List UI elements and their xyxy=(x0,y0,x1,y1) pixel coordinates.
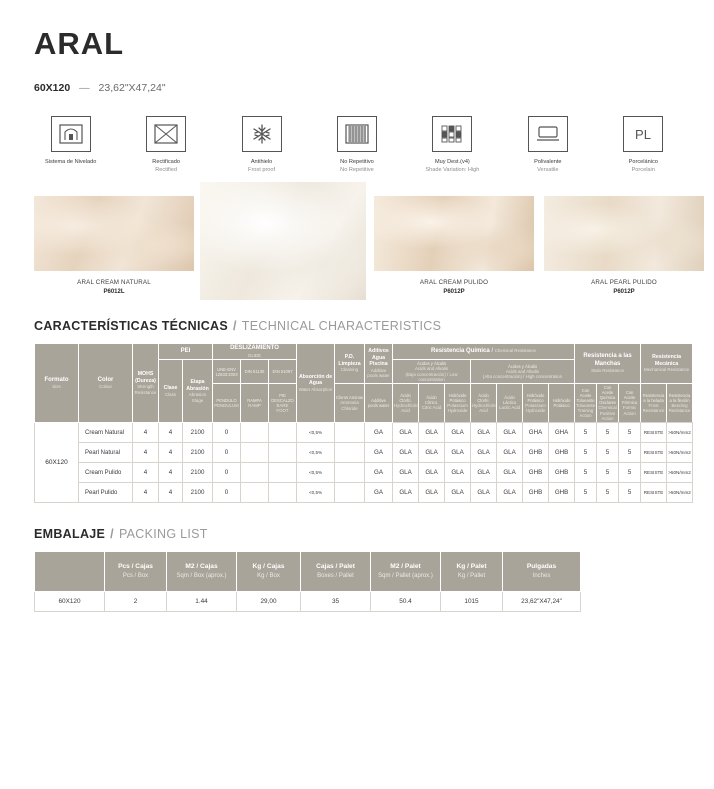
th-glide: DESLIZAMIENTO GLIDE xyxy=(213,344,297,360)
feature-frost-proof xyxy=(225,116,298,174)
cell-glide-3 xyxy=(269,483,297,503)
cell-pei-stage: 2100 xyxy=(183,423,213,443)
feature-label-es: No Repetitivo xyxy=(340,159,374,165)
cell-mech-frost: RESISTE xyxy=(641,443,667,463)
technical-section-heading: CARACTERÍSTICAS TÉCNICAS / TECHNICAL CHARACTERISTICS xyxy=(34,319,442,334)
th-glide-ramp: RAMPA RAMP xyxy=(241,384,269,423)
cell-stain-2: 5 xyxy=(597,463,619,483)
cell-mohs: 4 xyxy=(133,463,159,483)
cell-acid-high-4: GHB xyxy=(549,463,575,483)
cell-colour: Cream Pulido xyxy=(79,463,133,483)
feature-rectified xyxy=(129,116,202,174)
th-glide-norm-3: DIN 51097 xyxy=(269,360,297,384)
pack-th-sqm-box: M2 / Cajas Sqm / Box (aprox.) xyxy=(167,552,237,592)
no-repetitive-icon xyxy=(337,116,377,152)
product-code: P6012L xyxy=(103,289,125,296)
cell-mech-bending: >50N/mm2 xyxy=(667,443,693,463)
cell-stain-2: 5 xyxy=(597,443,619,463)
pack-th-blank xyxy=(35,552,105,592)
cell-format: 60X120 xyxy=(35,423,79,503)
cell-mohs: 4 xyxy=(133,423,159,443)
th-stain-3: Con Aceite Fórmica Formic Action xyxy=(619,384,641,423)
pack-th-kg-box: Kg / Cajas Kg / Box xyxy=(237,552,301,592)
feature-slab-image xyxy=(200,182,366,300)
th-acid-low-1: Ácido Clorhí. Hydrochloric Acid xyxy=(393,384,419,423)
product-card[interactable] xyxy=(544,196,704,295)
product-name: ARAL PEARL PULIDO xyxy=(591,279,657,287)
feature-versatile xyxy=(511,116,584,174)
cell-glide-1: 0 xyxy=(213,443,241,463)
porcelain-icon xyxy=(623,116,663,152)
pack-cell-sqm-pallet: 50.4 xyxy=(371,592,441,612)
cell-acid-high-2: GLA xyxy=(497,483,523,503)
th-stain-1: Con Aceite Tolueante Tolueante Training Action xyxy=(575,384,597,423)
pack-cell-inches: 23,62"X47,24" xyxy=(503,592,581,612)
th-glide-norm-2: DIN 51130 xyxy=(241,360,269,384)
pack-cell-boxes-pallet: 35 xyxy=(301,592,371,612)
cell-glide-2 xyxy=(241,443,269,463)
cell-glide-2 xyxy=(241,483,269,503)
leveling-system-icon xyxy=(51,116,91,152)
cell-acid-low-2: GLA xyxy=(419,483,445,503)
cell-acid-high-4: GHB xyxy=(549,443,575,463)
versatile-icon xyxy=(528,116,568,152)
cell-acid-high-4: GHA xyxy=(549,423,575,443)
cell-acid-low-2: GLA xyxy=(419,463,445,483)
cell-acid-high-2: GLA xyxy=(497,423,523,443)
feature-label-es: Antihielo xyxy=(250,159,273,165)
cell-mech-frost: RESISTE xyxy=(641,483,667,503)
product-card[interactable] xyxy=(34,196,194,295)
cell-acid-high-3: GHB xyxy=(523,443,549,463)
th-mech-bending: Resistencia a la flexión Bending Resistance xyxy=(667,384,693,423)
th-format: Formato Size xyxy=(35,344,79,423)
th-mechanical-resistance: Resistencia Mecánica Mechanical Resistance xyxy=(641,344,693,384)
pack-cell-kg-pallet: 1015 xyxy=(441,592,503,612)
size-inches: 23,62"X47,24" xyxy=(98,82,166,94)
pack-cell-format: 60X120 xyxy=(35,592,105,612)
product-datasheet-page xyxy=(0,26,714,789)
cell-pei-class: 4 xyxy=(159,443,183,463)
technical-table xyxy=(34,343,693,503)
table-row xyxy=(35,463,693,483)
cell-acid-low-2: GLA xyxy=(419,443,445,463)
technical-heading-en: TECHNICAL CHARACTERISTICS xyxy=(241,319,442,334)
pack-cell-pcs-box: 2 xyxy=(105,592,167,612)
cell-acid-high-3: GHB xyxy=(523,483,549,503)
cell-glide-2 xyxy=(241,423,269,443)
feature-label-es: Porcelánico xyxy=(628,159,658,165)
packing-table xyxy=(34,551,581,612)
product-code: P6012P xyxy=(443,289,465,296)
cell-water: <0,5% xyxy=(297,483,335,503)
cell-stain-3: 5 xyxy=(619,423,641,443)
cell-mohs: 4 xyxy=(133,483,159,503)
cell-stain-2: 5 xyxy=(597,423,619,443)
th-acid-low-2: Ácido Cítrico. Citric Acid xyxy=(419,384,445,423)
cell-acid-high-1: GLA xyxy=(471,443,497,463)
packing-heading-es: EMBALAJE xyxy=(34,527,106,542)
th-acid-high-3: Hidróxido Potásico Potassium Hydroxide xyxy=(523,384,549,423)
th-pool-cleaning-sub: Cloros Aminas Ammonia Chloride xyxy=(335,384,365,423)
cell-glide-1: 0 xyxy=(213,483,241,503)
pack-cell-kg-box: 29,00 xyxy=(237,592,301,612)
feature-no-repetitive xyxy=(320,116,393,174)
svg-text:PL: PL xyxy=(635,127,652,142)
th-acid-high-2: Ácido Láctico Lactic Acid xyxy=(497,384,523,423)
cell-acid-high-3: GHB xyxy=(523,463,549,483)
th-mech-frost: Resistencia a la helada Frost Resistance xyxy=(641,384,667,423)
pack-th-kg-pallet: Kg / Palet Kg / Pallet xyxy=(441,552,503,592)
feature-icon-row xyxy=(34,116,680,174)
size-line xyxy=(34,82,680,94)
cell-water: <0,5% xyxy=(297,463,335,483)
rectified-icon xyxy=(146,116,186,152)
product-name: ARAL CREAM NATURAL xyxy=(77,279,151,287)
cell-glide-3 xyxy=(269,443,297,463)
cell-water: <0,5% xyxy=(297,423,335,443)
cell-acid-high-1: GLA xyxy=(471,423,497,443)
pack-th-sqm-pallet: M2 / Palet Sqm / Pallet (aprox.) xyxy=(371,552,441,592)
feature-label-en: Porcelain xyxy=(631,167,655,174)
product-swatch[interactable] xyxy=(374,196,534,271)
cell-pool xyxy=(335,443,365,463)
product-card[interactable] xyxy=(374,196,534,295)
cell-pei-class: 4 xyxy=(159,483,183,503)
th-pool-additive-sub: Additive pools water xyxy=(365,384,393,423)
table-row xyxy=(35,483,693,503)
cell-acid-low-3: GLA xyxy=(445,483,471,503)
cell-stain-3: 5 xyxy=(619,443,641,463)
pack-th-inches: Pulgadas Inches xyxy=(503,552,581,592)
th-chemical-resistance: Resistencia Química / Chemical Resistance xyxy=(393,344,575,360)
th-stain-2: Con Aceite Química Oxidante Chemical Positive Action xyxy=(598,385,617,421)
cell-acid-low-1: GLA xyxy=(393,463,419,483)
cell-pool xyxy=(335,463,365,483)
size-format: 60X120 xyxy=(34,82,71,94)
th-acids-high: Ácidos y Álcalis Acids and Alkalis (Alta concentración) / High concentration xyxy=(471,360,575,384)
cell-stain-1: 5 xyxy=(575,463,597,483)
cell-additive: GA xyxy=(365,443,393,463)
th-pool-additive: Aditivos Agua Piscina Additive pools water xyxy=(365,344,393,384)
cell-acid-low-3: GLA xyxy=(445,423,471,443)
cell-glide-2 xyxy=(241,463,269,483)
th-stain-resistance: Resistencia a las Manchas Stain Resistance xyxy=(575,344,641,384)
cell-mech-frost: RESISTE xyxy=(641,463,667,483)
feature-label-es: Rectificado xyxy=(152,159,180,165)
feature-leveling-system xyxy=(34,116,107,174)
cell-acid-low-3: GLA xyxy=(445,463,471,483)
cell-pei-stage: 2100 xyxy=(183,483,213,503)
cell-acid-low-1: GLA xyxy=(393,443,419,463)
table-row xyxy=(35,592,581,612)
th-pei: PEI xyxy=(159,344,213,360)
th-glide-pendulum: PENDULO PENDULUM xyxy=(213,384,241,423)
cell-mech-bending: >50N/mm2 xyxy=(667,463,693,483)
cell-colour: Pearl Natural xyxy=(79,443,133,463)
cell-acid-high-2: GLA xyxy=(497,443,523,463)
feature-label-en: Frost proof xyxy=(248,167,276,174)
product-swatch[interactable] xyxy=(544,196,704,271)
cell-mech-bending: >50N/mm2 xyxy=(667,483,693,503)
th-acid-high-4: Hidróxido Potásico xyxy=(549,384,575,423)
cell-mech-frost: RESISTE xyxy=(641,423,667,443)
size-dash: — xyxy=(79,82,90,94)
cell-acid-high-4: GHB xyxy=(549,483,575,503)
product-name: ARAL CREAM PULIDO xyxy=(419,279,489,287)
pack-cell-sqm-box: 1.44 xyxy=(167,592,237,612)
cell-pei-stage: 2100 xyxy=(183,463,213,483)
cell-acid-low-1: GLA xyxy=(393,483,419,503)
cell-stain-1: 5 xyxy=(575,443,597,463)
th-pei-class: Clase Class xyxy=(159,360,183,423)
product-code: P6012P xyxy=(613,289,635,296)
cell-colour: Pearl Pulido xyxy=(79,483,133,503)
feature-shade-variation xyxy=(416,116,489,174)
feature-label-en: Versatile xyxy=(537,167,559,174)
cell-additive: GA xyxy=(365,423,393,443)
cell-acid-low-2: GLA xyxy=(419,423,445,443)
cell-pool xyxy=(335,483,365,503)
th-glide-barefoot: PIE DESCALZO BARE FOOT xyxy=(269,384,297,423)
feature-label-es: Polivalente xyxy=(534,159,562,165)
cell-stain-3: 5 xyxy=(619,483,641,503)
cell-glide-3 xyxy=(269,463,297,483)
frost-proof-icon xyxy=(242,116,282,152)
cell-glide-1: 0 xyxy=(213,423,241,443)
th-mohs: MOHS (Dureza) Strength Resistance xyxy=(133,344,159,423)
cell-pool xyxy=(335,423,365,443)
th-water-absorption: Absorción de Agua Water Absorption xyxy=(297,344,335,423)
cell-mohs: 4 xyxy=(133,443,159,463)
feature-label-es: Sistema de Nivelado xyxy=(45,159,97,165)
cell-stain-1: 5 xyxy=(575,483,597,503)
cell-stain-3: 5 xyxy=(619,463,641,483)
cell-additive: GA xyxy=(365,463,393,483)
feature-label-en: No Repetitive xyxy=(340,167,374,174)
table-row xyxy=(35,423,693,443)
th-glide-norm-1: UNE-ENV 12633:2003 xyxy=(213,360,241,384)
table-row xyxy=(35,443,693,463)
cell-acid-low-3: GLA xyxy=(445,443,471,463)
th-acid-high-1: Ácido Clorhí. Hydrochloric Acid xyxy=(471,384,497,423)
th-colour: Color Colour xyxy=(79,344,133,423)
cell-water: <0,5% xyxy=(297,443,335,463)
technical-heading-es: CARACTERÍSTICAS TÉCNICAS xyxy=(34,319,229,334)
pack-th-pcs-box: Pcs / Cajas Pcs / Box xyxy=(105,552,167,592)
cell-pei-class: 4 xyxy=(159,463,183,483)
cell-acid-high-1: GLA xyxy=(471,483,497,503)
cell-glide-3 xyxy=(269,423,297,443)
product-swatch[interactable] xyxy=(34,196,194,271)
feature-porcelain xyxy=(607,116,680,174)
th-acid-low-3: Hidróxido Potásico Potassium Hydroxide xyxy=(445,384,471,423)
th-pei-stage: Etapa Abrasión Abrasion Stage xyxy=(183,360,213,423)
feature-label-en: Rectified xyxy=(155,167,178,174)
feature-label-es: Muy Dest.(v4) xyxy=(434,159,470,165)
cell-stain-2: 5 xyxy=(597,483,619,503)
cell-acid-low-1: GLA xyxy=(393,423,419,443)
packing-heading-en: PACKING LIST xyxy=(118,527,208,542)
cell-acid-high-1: GLA xyxy=(471,463,497,483)
feature-label-en: Shade Variation: High xyxy=(425,167,480,174)
cell-acid-high-3: GHA xyxy=(523,423,549,443)
cell-stain-1: 5 xyxy=(575,423,597,443)
cell-pei-stage: 2100 xyxy=(183,443,213,463)
th-pool-cleaning: P.D. Limpieza Cleaning xyxy=(335,344,365,384)
cell-additive: GA xyxy=(365,483,393,503)
product-gallery xyxy=(34,196,680,295)
page-title: ARAL xyxy=(34,26,125,61)
shade-variation-icon xyxy=(432,116,472,152)
cell-pei-class: 4 xyxy=(159,423,183,443)
cell-colour: Cream Natural xyxy=(79,423,133,443)
packing-section-heading: EMBALAJE / PACKING LIST xyxy=(34,527,208,542)
pack-th-boxes-pallet: Cajas / Palet Boxes / Pallet xyxy=(301,552,371,592)
th-acids-low: Ácidos y Álcalis Acids and Alkalis (Baja concentración) / Low concentration xyxy=(393,360,471,384)
cell-glide-1: 0 xyxy=(213,463,241,483)
cell-acid-high-2: GLA xyxy=(497,463,523,483)
cell-mech-bending: >50N/mm2 xyxy=(667,423,693,443)
